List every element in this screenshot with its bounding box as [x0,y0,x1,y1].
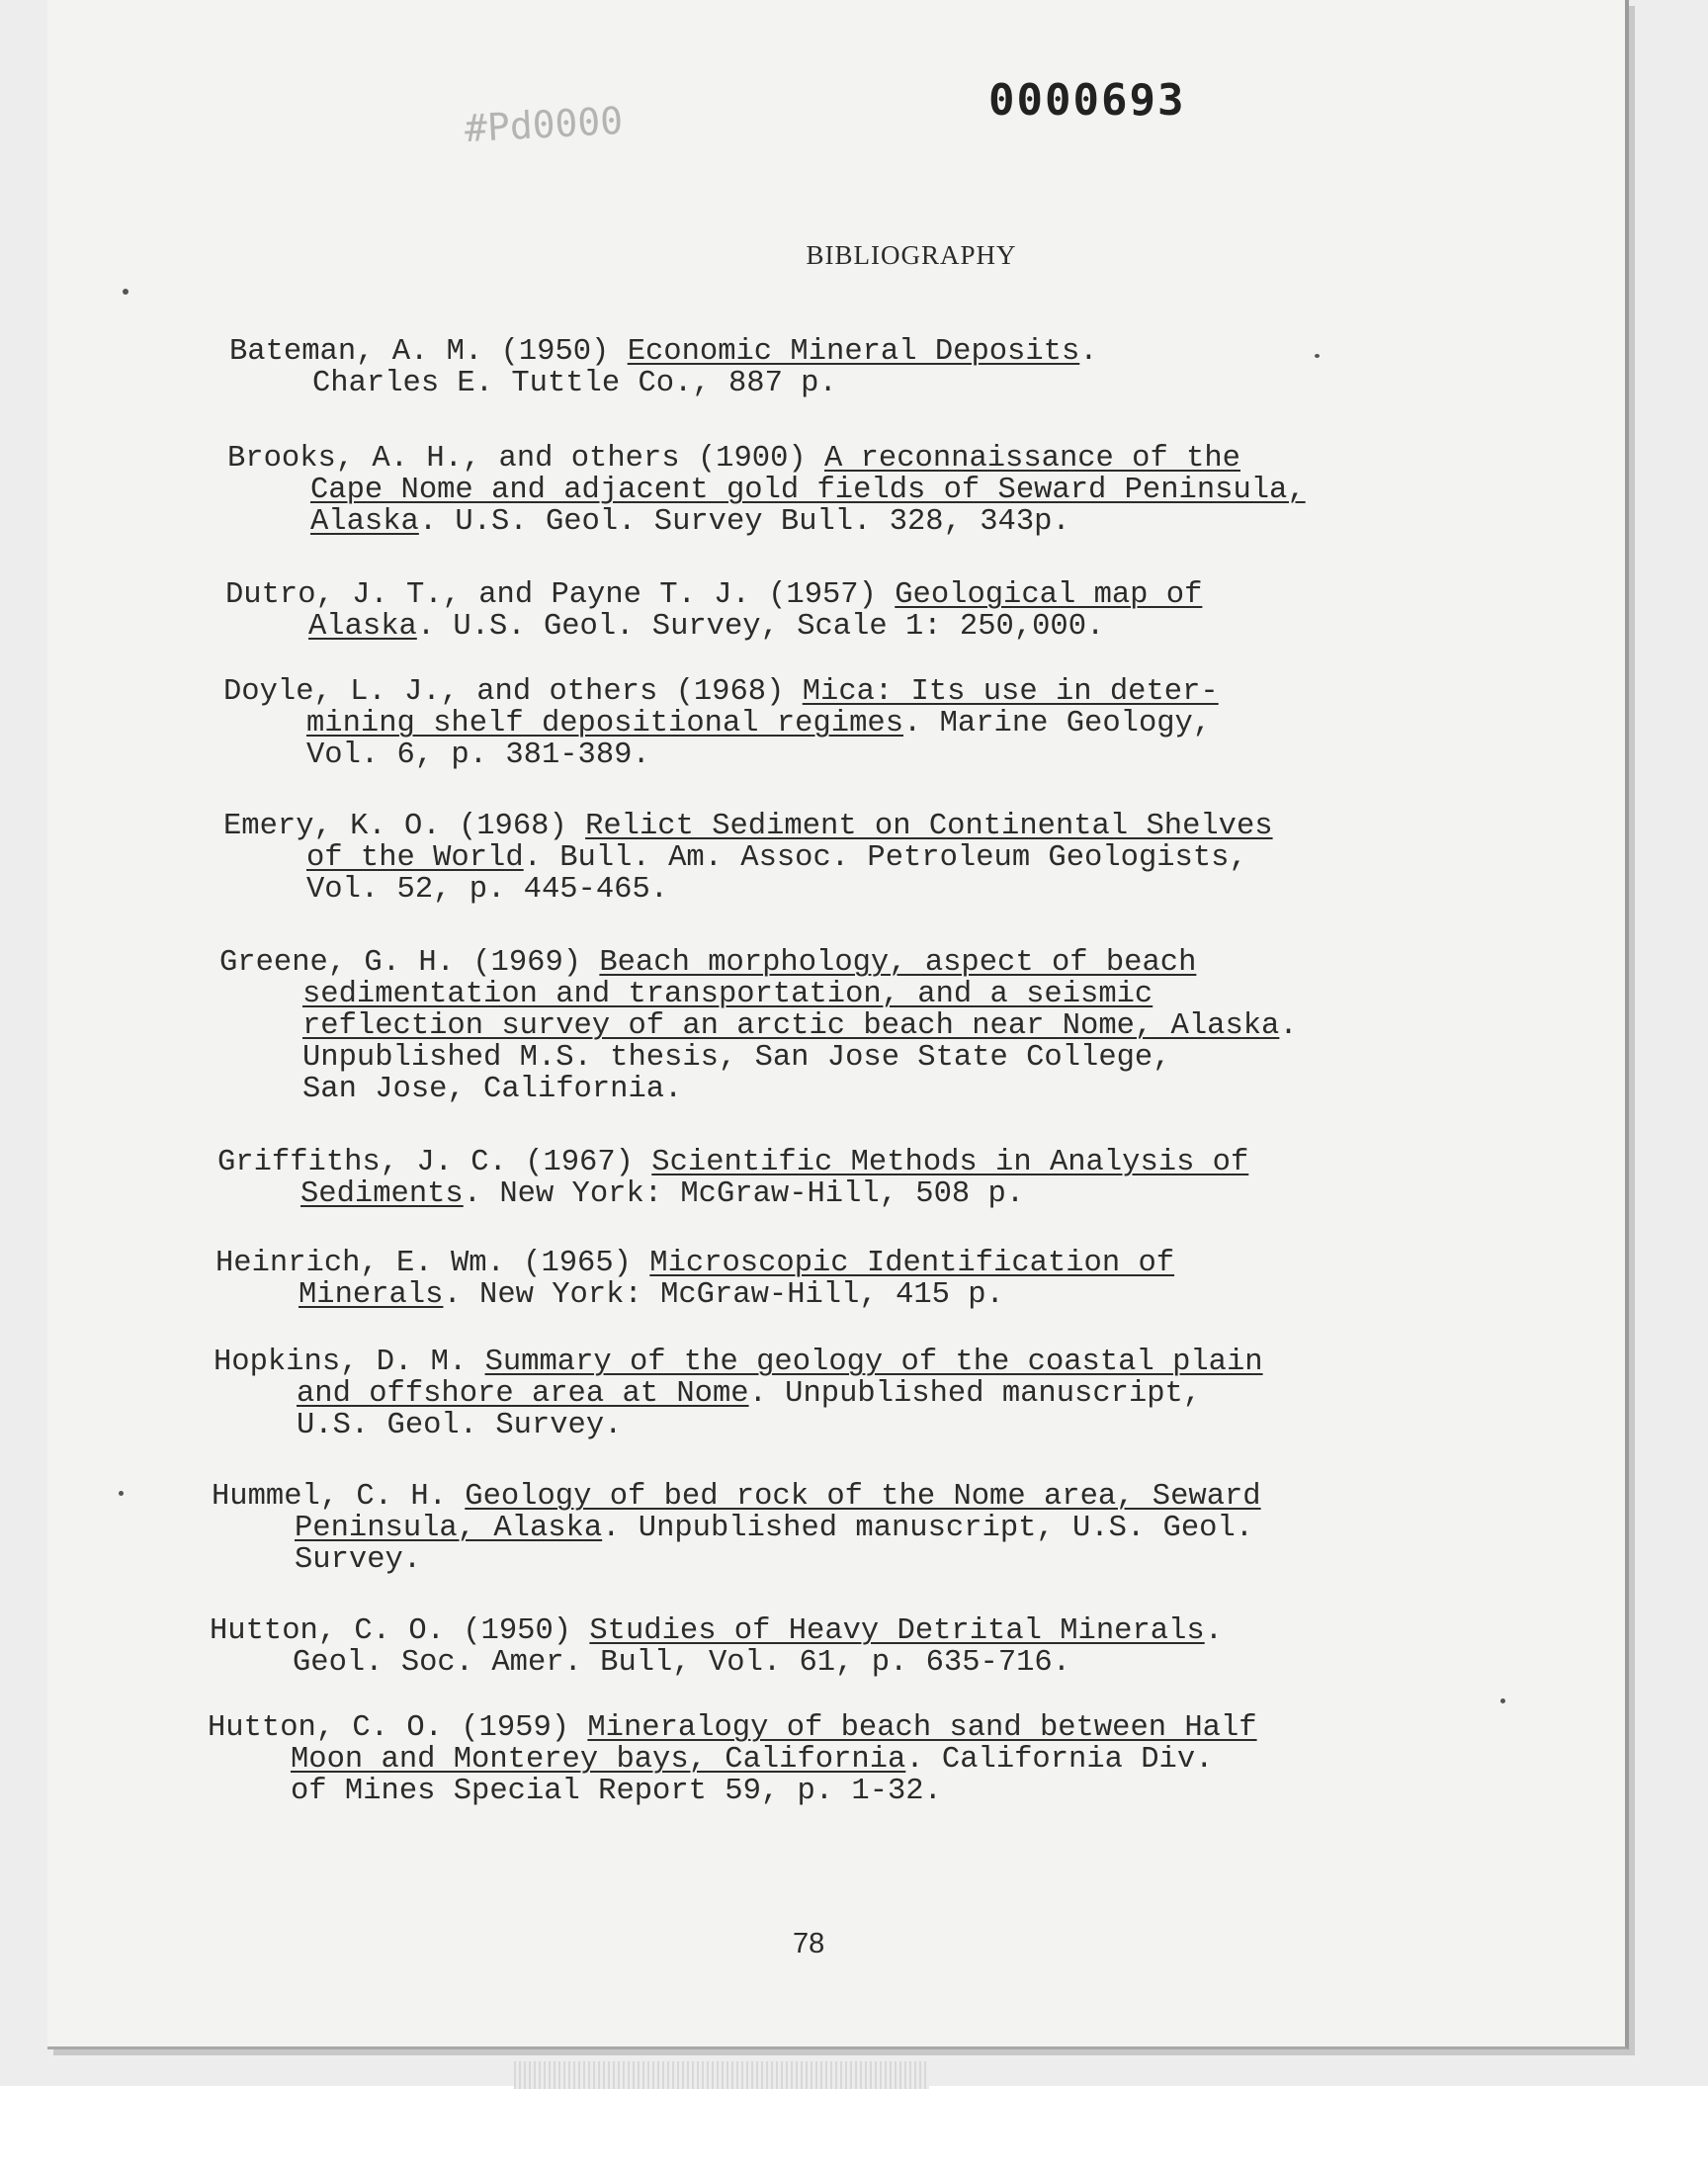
bibliography-entry [223,811,1273,906]
entry-line [229,368,1098,399]
entry-line [223,842,1273,874]
entry-title: Minerals [299,1278,444,1312]
entry-author: Hopkins, D. M. [214,1346,468,1379]
bibliography-entry [215,1248,1174,1311]
entry-line [227,475,1306,506]
entry-title: Relict Sediment on Continental Shelves [585,810,1273,843]
entry-source: . New York: McGraw-Hill, 508 p. [463,1177,1025,1211]
entry-title: Economic Mineral Deposits [627,335,1080,369]
entry-title: Mica: Its use in deter- [802,675,1219,709]
entry-title: Studies of Heavy Detrital Minerals [589,1614,1205,1648]
bibliography-entry [225,579,1202,643]
entry-line [223,874,1273,906]
entry-line [225,579,1202,611]
scan-speck [1500,1698,1505,1703]
entry-line [208,1712,1257,1744]
entry-title: Microscopic Identification of [649,1247,1175,1280]
entry-line [223,708,1219,740]
entry-line [223,740,1219,771]
entry-source: . Marine Geology, [903,707,1212,740]
bibliography-entry [217,1147,1248,1210]
entry-source: . California Div. [905,1743,1214,1777]
entry-author: Hutton, C. O. (1959) [208,1711,570,1745]
entry-source: . Bull. Am. Assoc. Petroleum Geologists, [523,841,1247,875]
entry-source: . [1204,1614,1223,1648]
bibliography-entry [208,1712,1257,1807]
entry-source: . New York: McGraw-Hill, 415 p. [443,1278,1004,1312]
entry-source: Geol. Soc. Amer. Bull, Vol. 61, p. 635-716. [293,1646,1071,1680]
document-number: 0000693 [988,75,1186,126]
entry-line [223,676,1219,708]
entry-author: Hummel, C. H. [212,1480,447,1514]
entry-source: . [1079,335,1098,369]
entry-line [217,1147,1248,1178]
entry-line [212,1481,1261,1513]
entry-line [212,1544,1261,1576]
bibliography-entry [212,1481,1261,1576]
scan-speck [119,1491,124,1496]
entry-line [214,1347,1263,1378]
bibliography-entry [227,443,1306,538]
entry-line [214,1378,1263,1410]
page-title: BIBLIOGRAPHY [806,240,1017,270]
entry-source: . [1279,1009,1298,1043]
entry-line [210,1647,1223,1679]
entry-title: reflection survey of an arctic beach near Nome, Alaska [302,1009,1280,1043]
entry-line [210,1615,1223,1647]
entry-title: Geological map of [895,578,1203,612]
entry-author: Heinrich, E. Wm. (1965) [215,1247,632,1280]
entry-line [212,1513,1261,1544]
entry-title: Cape Nome and adjacent gold fields of Seward Peninsula, [310,474,1306,507]
entry-line [214,1410,1263,1441]
entry-source: . U.S. Geol. Survey, Scale 1: 250,000. [416,610,1105,644]
entry-title: Scientific Methods in Analysis of [651,1146,1249,1179]
entry-source: Vol. 52, p. 445-465. [306,873,669,907]
entry-line [225,611,1202,643]
entry-author: Griffiths, J. C. (1967) [217,1146,634,1179]
entry-line [219,1010,1298,1042]
scan-speck [123,289,128,295]
entry-title: Mineralogy of beach sand between Half [587,1711,1257,1745]
entry-line [219,947,1298,979]
bibliography-entry [229,336,1098,399]
entry-title: Beach morphology, aspect of beach [599,946,1197,980]
entry-line [227,443,1306,475]
bibliography-entry [223,676,1219,771]
entry-title: A reconnaissance of the [824,442,1240,476]
entry-title: Sediments [300,1177,464,1211]
entry-line [229,336,1098,368]
scan-edge-artifact [514,2061,929,2089]
entry-line [223,811,1273,842]
entry-title: of the World [306,841,524,875]
entry-title: Summary of the geology of the coastal plain [484,1346,1263,1379]
entry-source: San Jose, California. [302,1073,683,1106]
bibliography-entry [214,1347,1263,1441]
entry-title: sedimentation and transportation, and a seismic [302,978,1153,1011]
entry-title: Alaska [310,505,419,539]
entry-author: Dutro, J. T., and Payne T. J. (1957) [225,578,877,612]
entry-title: Geology of bed rock of the Nome area, Seward [465,1480,1261,1514]
entry-line [219,1074,1298,1105]
entry-source: Vol. 6, p. 381-389. [306,739,650,772]
entry-line [215,1248,1174,1279]
entry-line [208,1776,1257,1807]
entry-author: Doyle, L. J., and others (1968) [223,675,785,709]
entry-source: Charles E. Tuttle Co., 887 p. [312,367,837,400]
entry-author: Bateman, A. M. (1950) [229,335,610,369]
entry-line [227,506,1306,538]
entry-source: of Mines Special Report 59, p. 1-32. [291,1775,942,1808]
entry-title: Moon and Monterey bays, California [291,1743,906,1777]
entry-title: mining shelf depositional regimes [306,707,903,740]
entry-line [219,979,1298,1010]
entry-author: Brooks, A. H., and others (1900) [227,442,807,476]
entry-author: Emery, K. O. (1968) [223,810,567,843]
entry-line [215,1279,1174,1311]
entry-source: . Unpublished manuscript, [748,1377,1202,1411]
bibliography-entry [210,1615,1223,1679]
entry-title: Alaska [308,610,417,644]
bibliography-entry [219,947,1298,1105]
entry-source: U.S. Geol. Survey. [297,1409,623,1442]
entry-author: Greene, G. H. (1969) [219,946,582,980]
entry-line [208,1744,1257,1776]
stamp-number: #Pd0000 [463,98,625,151]
entry-author: Hutton, C. O. (1950) [210,1614,572,1648]
entry-title: and offshore area at Nome [297,1377,749,1411]
page-number: 78 [793,1928,825,1959]
entry-source: Unpublished M.S. thesis, San Jose State College, [302,1041,1171,1075]
entry-source: . Unpublished manuscript, U.S. Geol. [602,1512,1254,1545]
entry-source: Survey. [295,1543,422,1577]
entry-title: Peninsula, Alaska [295,1512,603,1545]
scan-speck [1315,354,1320,358]
entry-line [219,1042,1298,1074]
entry-line [217,1178,1248,1210]
entry-source: . U.S. Geol. Survey Bull. 328, 343p. [418,505,1070,539]
